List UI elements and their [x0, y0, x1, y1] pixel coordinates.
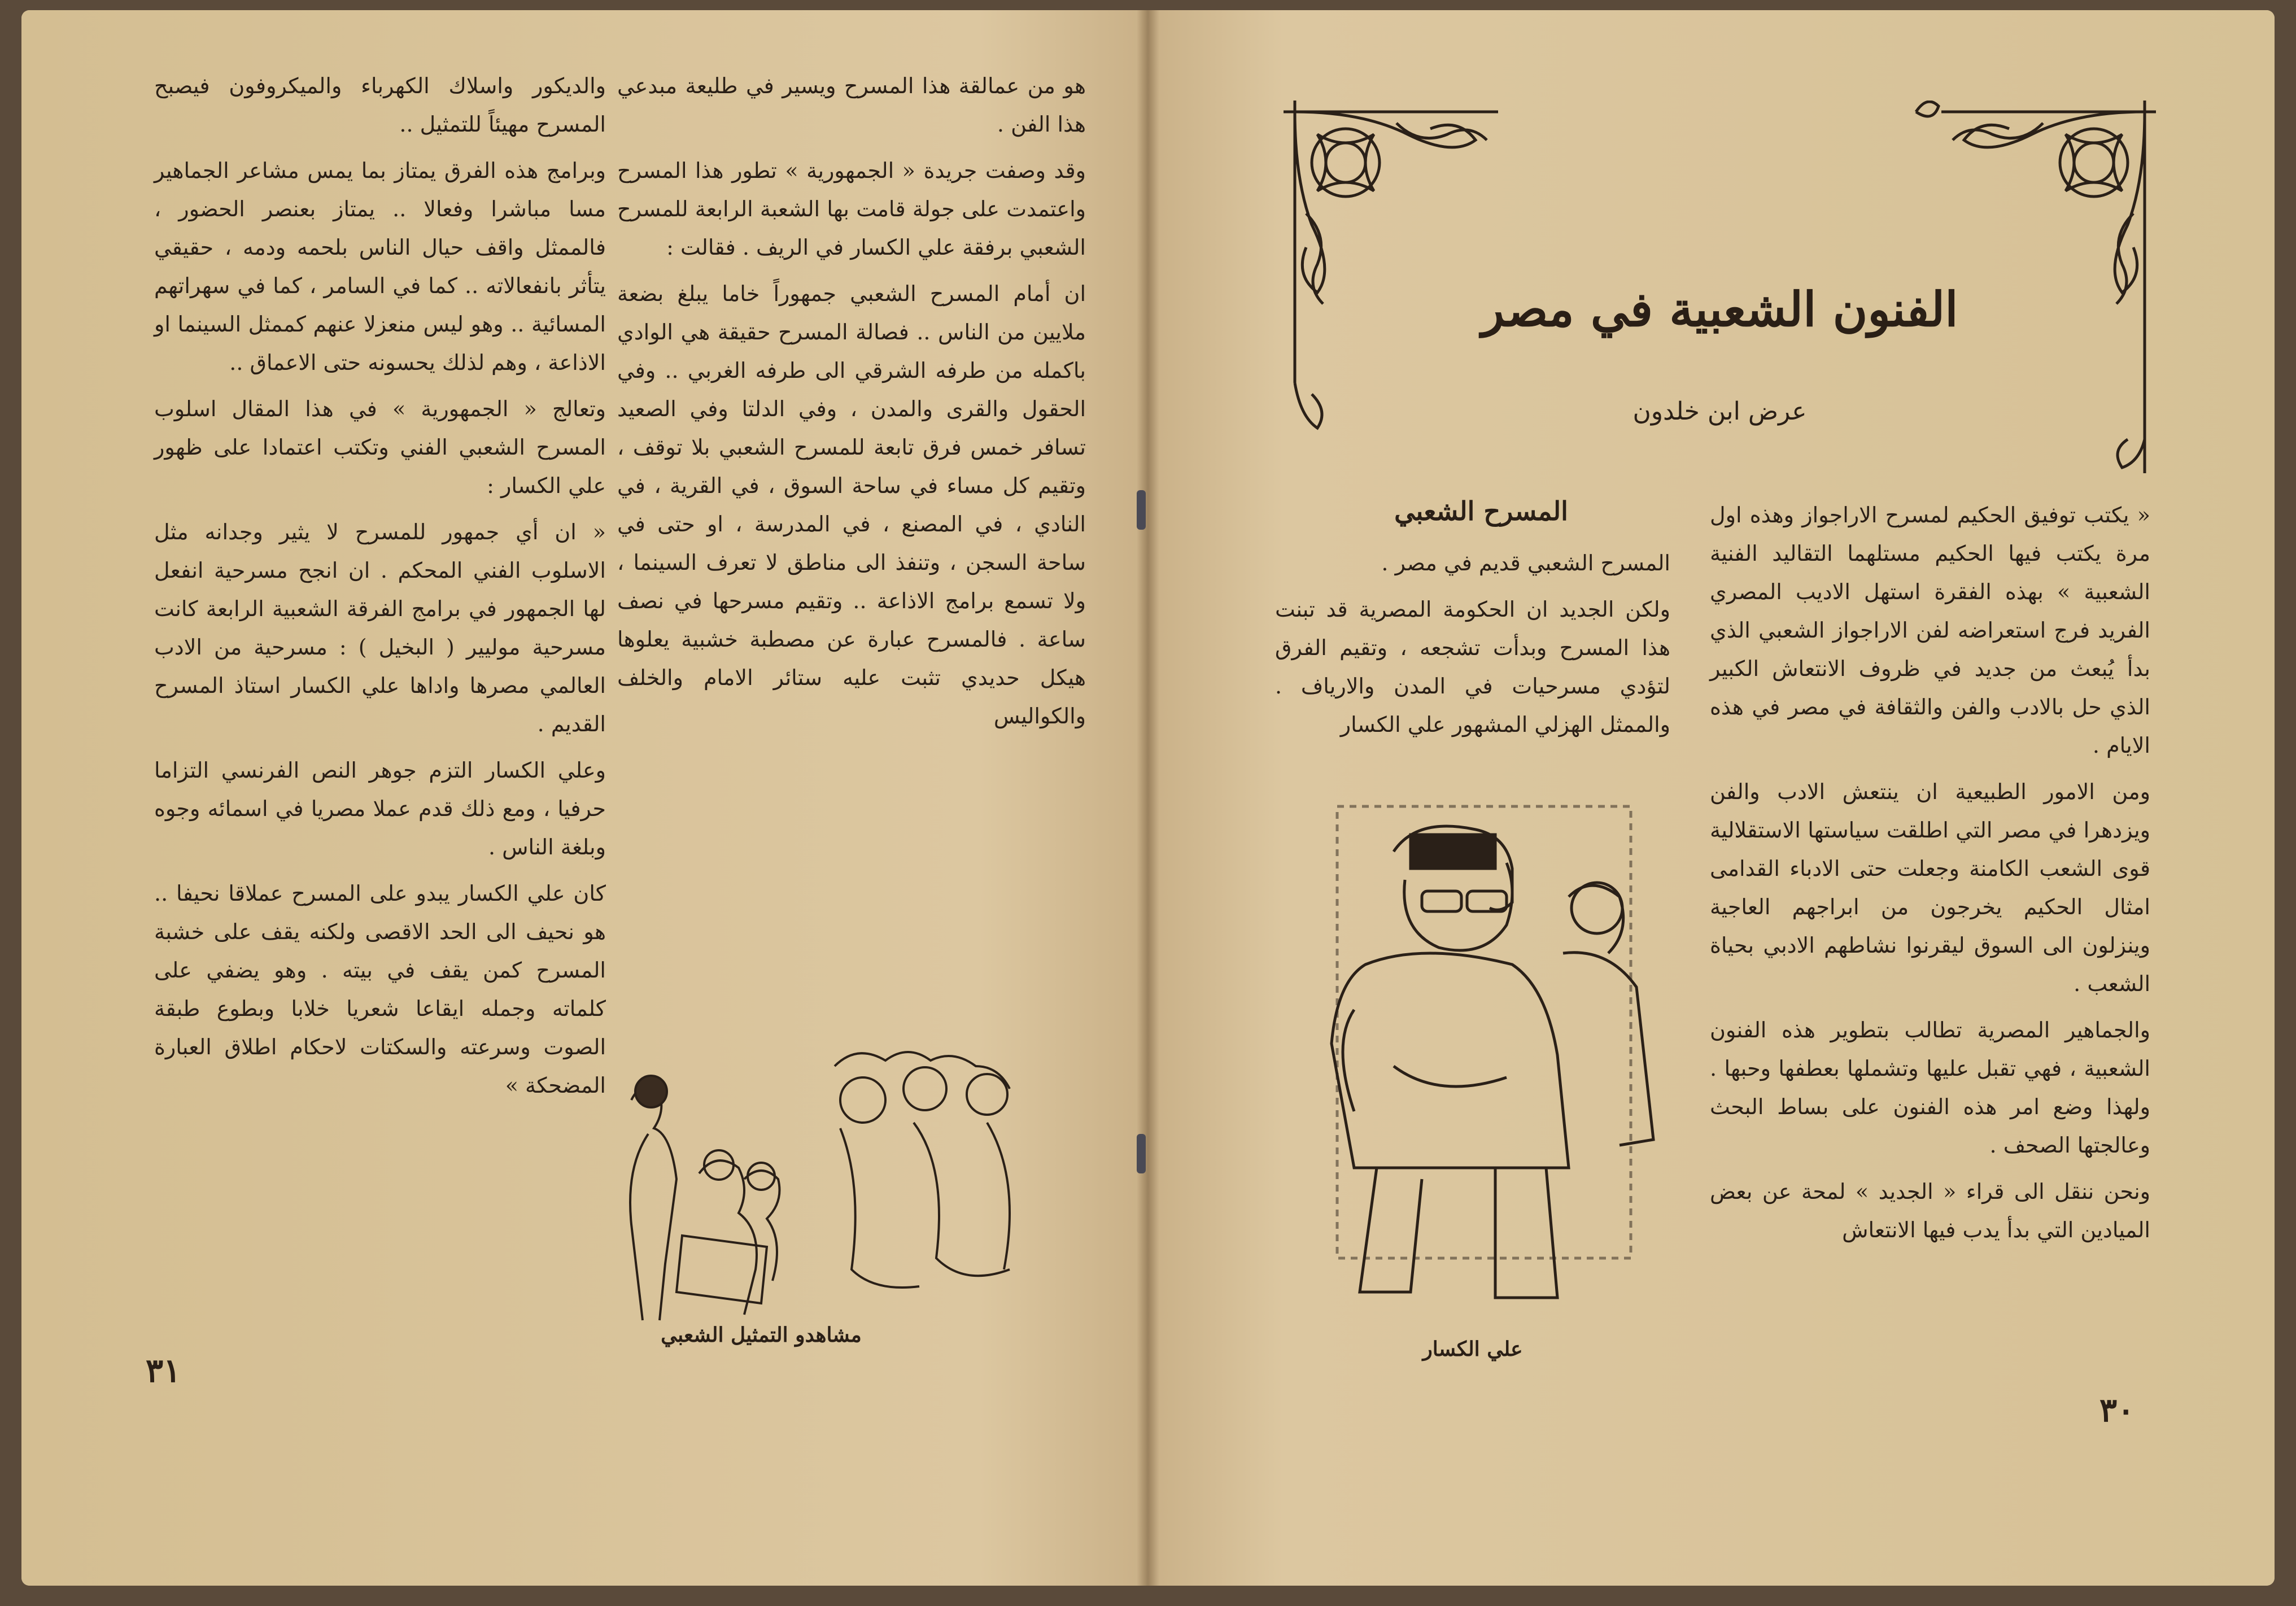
staple [1137, 490, 1146, 530]
left-page-right-column [617, 67, 1086, 743]
paragraph: وبرامج هذه الفرق يمتاز بما يمس مشاعر الجماهير مسا مباشرا وفعالا .. يمتاز بعنصر الحضور ، فالممثل واقف حيال الناس بلحمه ودمه ، حقيقي يتأثر بانفعالاته .. كما في السامر ، كما في سهراتهم المسائية .. وهو ليس منعزلا عنهم كممثل السينما او الاذاعة ، وهم لذلك يحسونه حتى الاعماق .. [154, 158, 606, 375]
paragraph: « ان أي جمهور للمسرح لا يثير وجدانه مثل الاسلوب الفني المحكم . ان انجح مسرحية انفعل لها الجمهور في برامج الفرقة الشعبية الرابعة كانت مسرحية موليير ( البخيل ) : مسرحية من الادب العالمي مصرها واداها علي الكسار استاذ المسرح القديم . [154, 520, 606, 736]
left-page-left-column [154, 67, 606, 1112]
paragraph: هو من عمالقة هذا المسرح ويسير في طليعة مبدعي هذا الفن . [617, 73, 1086, 137]
audience-illustration [597, 1032, 1066, 1326]
paragraph: والديكور واسلاك الكهرباء والميكروفون فيصبح المسرح مهيئاً للتمثيل .. [154, 73, 606, 137]
paragraph: وتعالج « الجمهورية » في هذا المقال اسلوب المسرح الشعبي الفني وتكتب اعتمادا على ظهور علي الكسار : [154, 396, 606, 498]
paragraph: وقد وصفت جريدة « الجمهورية » تطور هذا المسرح واعتمدت على جولة قامت بها الشعبة الرابعة للمسرح الشعبي برفقة علي الكسار في الريف . فقالت : [617, 158, 1086, 260]
paragraph: « يكتب توفيق الحكيم لمسرح الاراجواز وهذه اول مرة يكتب فيها الحكيم مستلهما التقاليد الفنية الشعبية » بهذه الفقرة استهل الاديب المصري الفريد فرج استعراضه لفن الاراجواز الشعبي الذي بدأ يُبعث من جديد في ظروف الانتعاش الكبير الذي حل بالادب والفن والثقافة في مصر في هذه الايام . [1710, 503, 2150, 758]
page-number: ٣٠ [2099, 1391, 2135, 1429]
left-page [21, 10, 1148, 1586]
paragraph: والجماهير المصرية تطالب بتطوير هذه الفنون الشعبية ، فهي تقبل عليها وتشملها بعطفها وحبها . ولهذا وضع امر هذه الفنون على بساط البحث وعالجتها الصحف . [1710, 1018, 2150, 1158]
article-title: الفنون الشعبية في مصر [1481, 281, 1958, 337]
book-gutter [1137, 10, 1159, 1586]
paragraph: كان علي الكسار يبدو على المسرح عملاقا نحيفا .. هو نحيف الى الحد الاقصى ولكنه يقف على خشبة المسرح كمن يقف في بيته . وهو يضفي على كلماته وجمله ايقاعا شعريا خلابا وبطوع طبقة الصوت وسرعته والسكتات لاحكام اطلاق العبارة المضحكة » [154, 881, 606, 1098]
article-byline: عرض ابن خلدون [1632, 397, 1807, 426]
audience-caption: مشاهدو التمثيل الشعبي [661, 1323, 862, 1347]
book-spread [21, 10, 2275, 1586]
paragraph: المسرح الشعبي قديم في مصر . [1381, 551, 1670, 575]
page-number: ٣١ [146, 1351, 181, 1390]
paragraph: ولكن الجديد ان الحكومة المصرية قد تبنت هذا المسرح وبدأت تشجعه ، وتقيم الفرق لتؤدي مسرحيات في المدن والارياف . والممثل الهزلي المشهور علي الكسار [1275, 597, 1670, 737]
right-page-left-column [1275, 544, 1670, 752]
paragraph: ومن الامور الطبيعية ان ينتعش الادب والفن ويزدهرا في مصر التي اطلقت سياستها الاستقلالية قوى الشعب الكامنة وجعلت حتى الادباء القدامى امثال الحكيم يخرجون من ابراجهم العاجية وينزلون الى السوق ليقرنوا نشاطهم الادبي بحياة الشعب . [1710, 779, 2150, 996]
paragraph: ونحن ننقل الى قراء « الجديد » لمحة عن بعض الميادين التي بدأ يدب فيها الانتعاش [1710, 1179, 2150, 1242]
ali-alkassar-illustration [1281, 784, 1693, 1326]
paragraph: وعلي الكسار التزم جوهر النص الفرنسي التزاما حرفيا ، ومع ذلك قدم عملا مصريا في اسمائه وجوه وبلغة الناس . [154, 758, 606, 859]
staple [1137, 1134, 1146, 1173]
paragraph: ان أمام المسرح الشعبي جمهوراً خاما يبلغ بضعة ملايين من الناس .. فصالة المسرح حقيقة هي الوادي باكمله من طرفه الشرقي الى طرفه الغربي .. وفي الحقول والقرى والمدن ، وفي الدلتا وفي الصعيد تسافر خمس فرق تابعة للمسرح الشعبي بلا توقف ، وتقيم كل مساء في ساحة السوق ، في القرية ، في النادي ، في المصنع ، في المدرسة ، او حتى في ساحة السجن ، وتنفذ الى مناطق لا تعرف السينما ، ولا تسمع برامج الاذاعة .. وتقيم مسرحها في نصف ساعة . فالمسرح عبارة عن مصطبة خشبية يعلوها هيكل حديدي تثبت عليه ستائر الامام والخلف والكواليس [617, 281, 1086, 728]
ali-alkassar-caption: علي الكسار [1422, 1337, 1523, 1361]
right-page-right-column [1710, 496, 2150, 1257]
section-title: المسرح الشعبي [1394, 496, 1568, 526]
